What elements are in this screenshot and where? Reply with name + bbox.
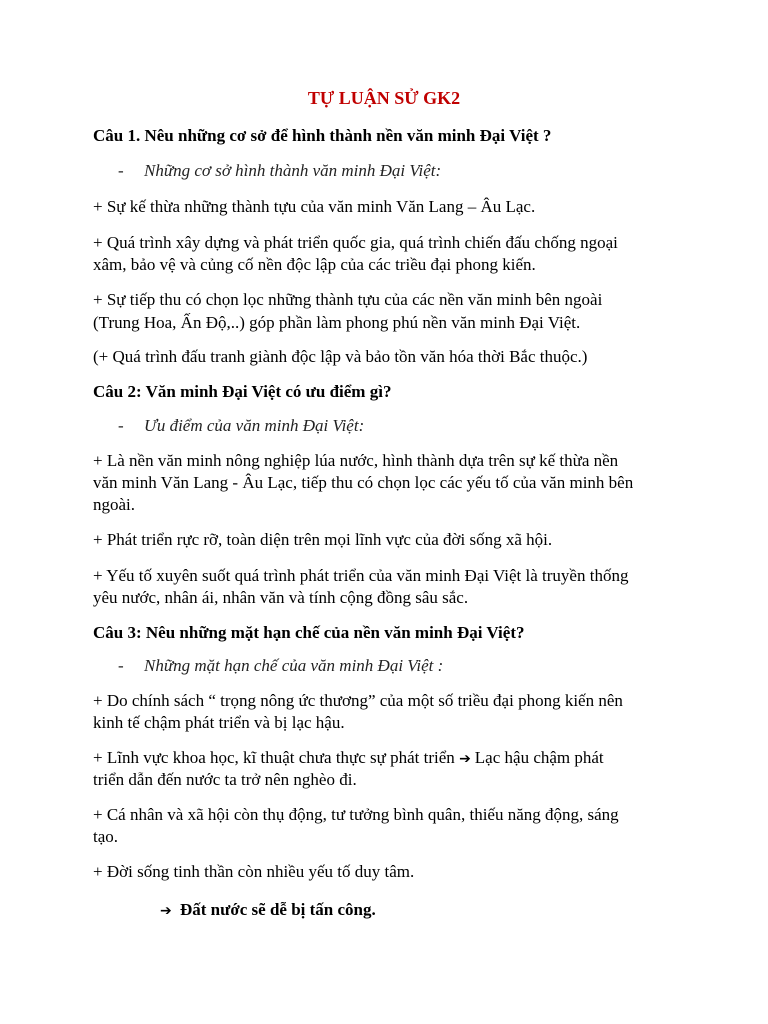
q3-point-3-line-1: + Cá nhân và xã hội còn thụ động, tư tưởng bình quân, thiếu năng động, sáng	[93, 805, 619, 824]
q3-point-2-line-1	[93, 747, 604, 770]
q3-point-4: + Đời sống tinh thần còn nhiều yếu tố duy tâm.	[93, 862, 415, 881]
q2-point-1-line-2: văn minh Văn Lang - Âu Lạc, tiếp thu có chọn lọc các yếu tố của văn minh bên	[93, 473, 634, 492]
q1-point-3-line-2: (Trung Hoa, Ấn Độ,..) góp phần làm phong phú nền văn minh Đại Việt.	[93, 313, 581, 332]
q3-point-3-line-2: tạo.	[93, 827, 119, 846]
dash-bullet: -	[118, 416, 124, 435]
question-2-heading: Câu 2: Văn minh Đại Việt có ưu điểm gì?	[93, 382, 392, 401]
q2-point-3-line-2: yêu nước, nhân ái, nhân văn và tính cộng đồng sâu sắc.	[93, 588, 469, 607]
question-1-heading: Câu 1. Nêu những cơ sở để hình thành nền văn minh Đại Việt ?	[93, 126, 552, 145]
question-2-subheading	[118, 415, 364, 437]
question-3-subheading-text: Những mặt hạn chế của văn minh Đại Việt :	[144, 656, 444, 675]
q1-point-4: (+ Quá trình đấu tranh giành độc lập và bảo tồn văn hóa thời Bắc thuộc.)	[93, 347, 588, 366]
arrow-right-icon: ➔	[160, 903, 172, 919]
question-3-heading: Câu 3: Nêu những mặt hạn chế của nền văn minh Đại Việt?	[93, 623, 525, 642]
q3-conclusion	[160, 899, 376, 922]
q2-point-3-line-1: + Yếu tố xuyên suốt quá trình phát triển của văn minh Đại Việt là truyền thống	[93, 566, 629, 585]
q3-point-1-line-2: kinh tế chậm phát triển và bị lạc hậu.	[93, 713, 345, 732]
q2-point-1-line-3: ngoài.	[93, 495, 136, 514]
q2-point-2: + Phát triển rực rỡ, toàn diện trên mọi lĩnh vực của đời sống xã hội.	[93, 530, 553, 549]
dash-bullet: -	[118, 656, 124, 675]
document-title: TỰ LUẬN SỬ GK2	[307, 88, 461, 108]
q3-point-2-text-a: + Lĩnh vực khoa học, kĩ thuật chưa thực sự phát triển	[93, 748, 455, 767]
q1-point-2-line-1: + Quá trình xây dựng và phát triển quốc gia, quá trình chiến đấu chống ngoại	[93, 233, 618, 252]
q1-point-1: + Sự kế thừa những thành tựu của văn minh Văn Lang – Âu Lạc.	[93, 197, 536, 216]
q1-point-3-line-1: + Sự tiếp thu có chọn lọc những thành tựu của các nền văn minh bên ngoài	[93, 290, 603, 309]
q3-conclusion-text: Đất nước sẽ dễ bị tấn công.	[179, 900, 376, 919]
q2-point-1-line-1: + Là nền văn minh nông nghiệp lúa nước, hình thành dựa trên sự kế thừa nền	[93, 451, 619, 470]
question-1-subheading	[118, 160, 441, 182]
q3-point-2-text-b: Lạc hậu chậm phát	[474, 748, 604, 767]
q3-point-2-line-2: triển dẫn đến nước ta trở nên nghèo đi.	[93, 770, 357, 789]
q1-point-2-line-2: xâm, bảo vệ và củng cố nền độc lập của các triều đại phong kiến.	[93, 255, 536, 274]
arrow-right-icon: ➔	[459, 751, 471, 767]
question-2-subheading-text: Ưu điểm của văn minh Đại Việt:	[144, 416, 365, 435]
q3-point-1-line-1: + Do chính sách “ trọng nông ức thương” của một số triều đại phong kiến nên	[93, 691, 623, 710]
dash-bullet: -	[118, 161, 124, 180]
question-3-subheading	[118, 655, 443, 677]
question-1-subheading-text: Những cơ sở hình thành văn minh Đại Việt:	[144, 161, 442, 180]
